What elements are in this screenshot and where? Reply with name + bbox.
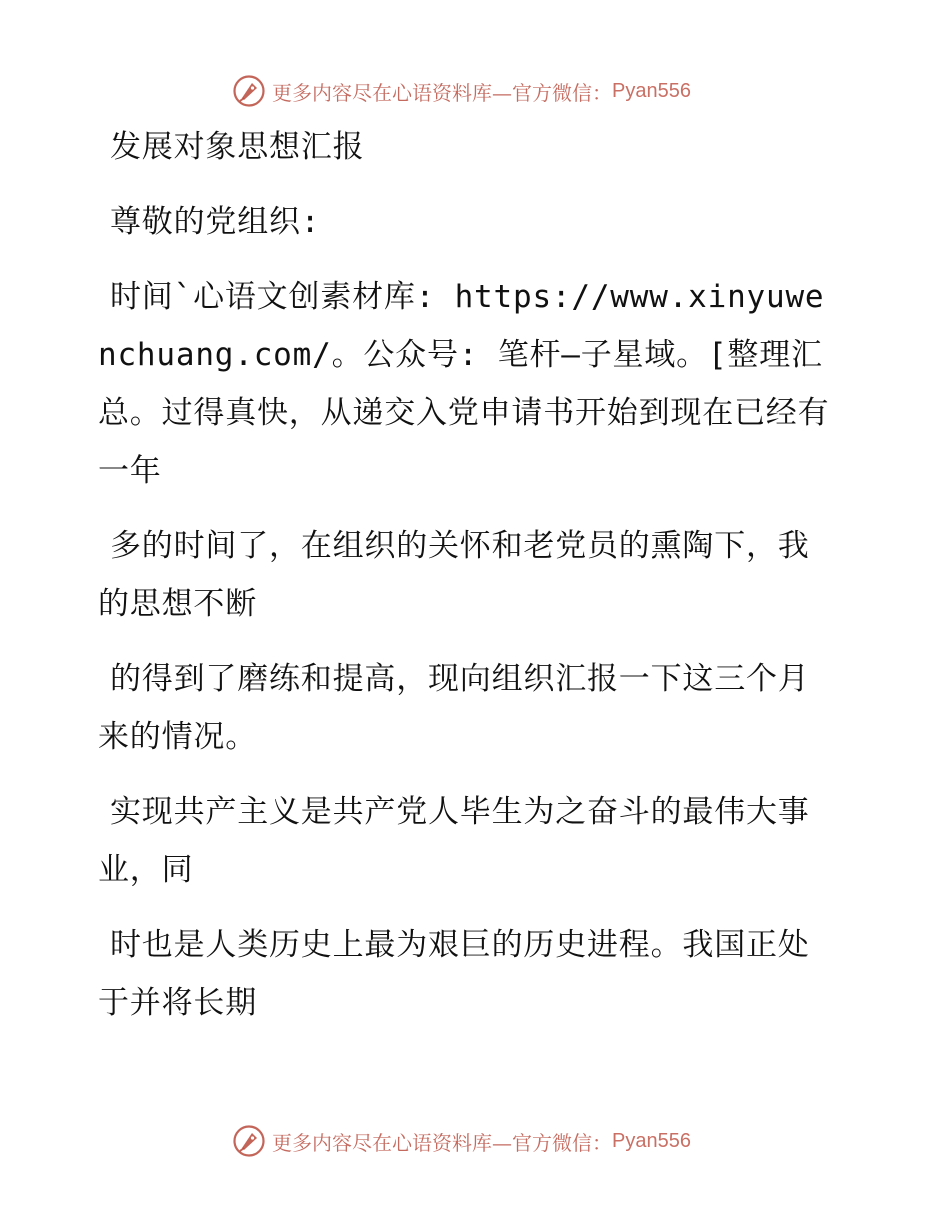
header-watermark	[232, 71, 691, 111]
footer-watermark	[232, 1121, 691, 1161]
watermark-text: 更多内容尽在心语资料库—官方微信：	[272, 1130, 612, 1155]
watermark-account: Pyan556	[612, 79, 691, 102]
paragraph-3: 的得到了磨练和提高，现向组织汇报一下这三个月来的情况。	[98, 661, 810, 755]
pen-nib-logo-icon	[232, 74, 266, 108]
salutation: 尊敬的党组织:	[110, 204, 321, 240]
watermark-text: 更多内容尽在心语资料库—官方微信：	[272, 80, 612, 105]
watermark-account: Pyan556	[612, 1129, 691, 1152]
pen-nib-logo-icon	[232, 1124, 266, 1158]
paragraph-4: 实现共产主义是共产党人毕生为之奋斗的最伟大事业，同	[98, 794, 810, 888]
document-body	[98, 118, 838, 1049]
paragraph-5: 时也是人类历史上最为艰巨的历史进程。我国正处于并将长期	[98, 927, 810, 1021]
paragraph-2: 多的时间了，在组织的关怀和老党员的熏陶下，我的思想不断	[98, 528, 810, 622]
paragraph-1: 时间`心语文创素材库: https://www.xinyuwenchuang.com/。公众号: 笔杆—子星域。[整理汇总。过得真快，从递交入党申请书开始到现在已经有一年	[98, 279, 830, 489]
document-title: 发展对象思想汇报	[110, 129, 365, 165]
